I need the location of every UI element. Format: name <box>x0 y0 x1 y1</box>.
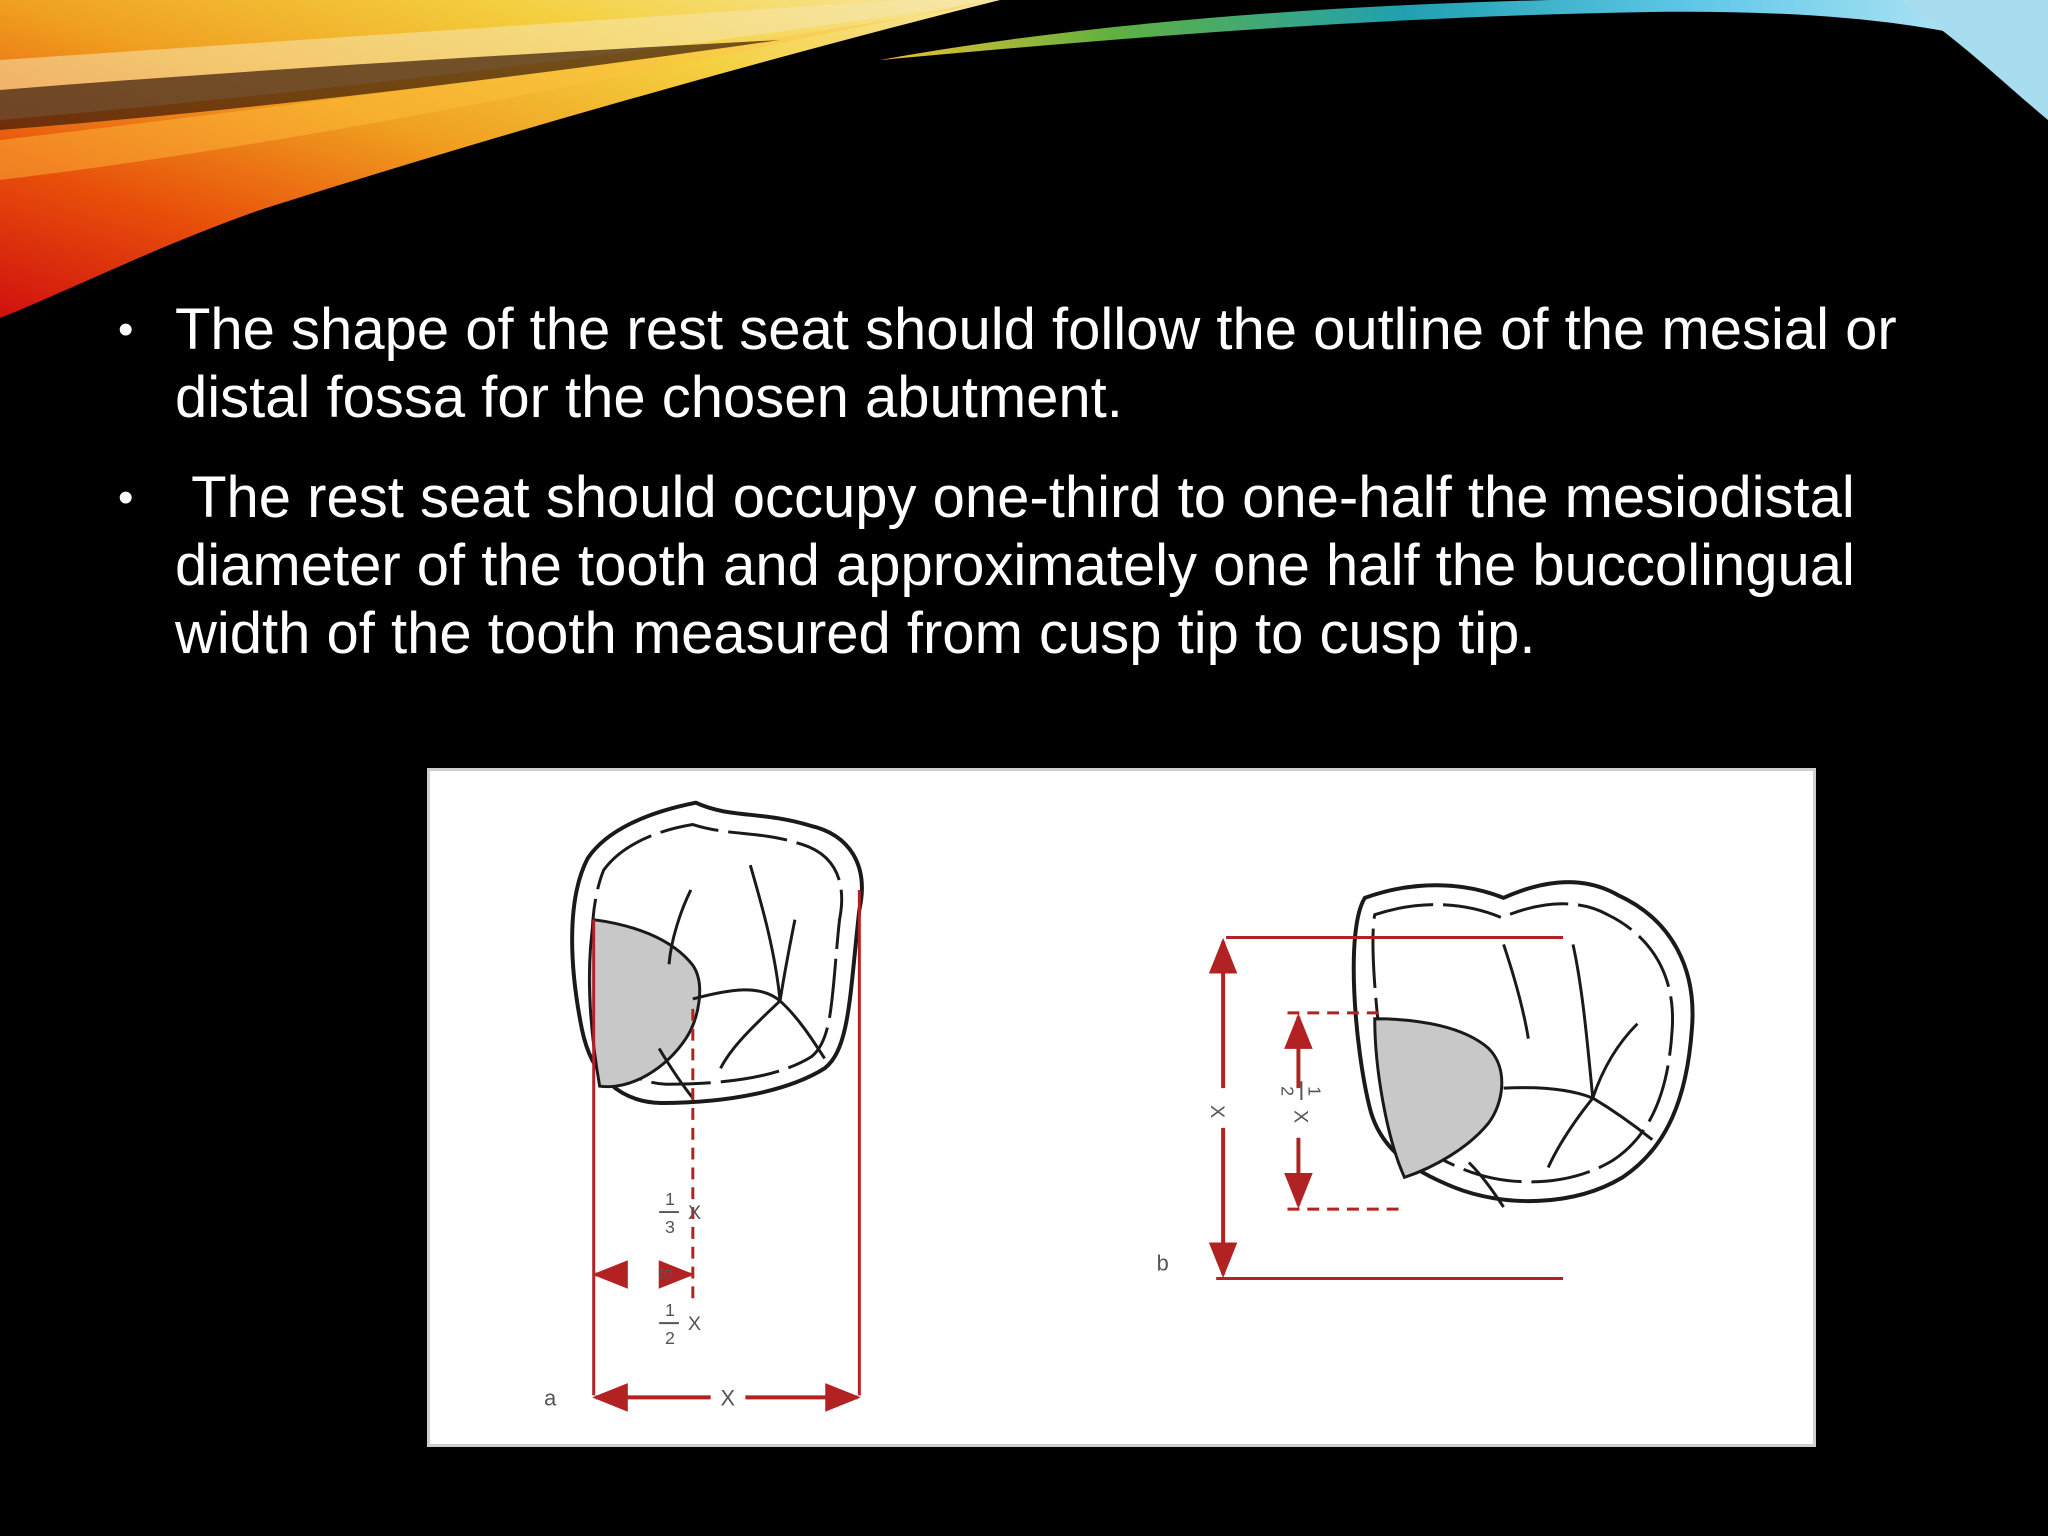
panel-a-letter: a <box>544 1385 557 1411</box>
panel-a-frac1-var: X <box>687 1202 702 1225</box>
panel-a-x-label: X <box>720 1385 736 1411</box>
panel-a-frac2-var: X <box>687 1313 702 1336</box>
rest-seat-diagram <box>430 771 1813 1444</box>
panel-a-frac1-num: 1 <box>665 1189 675 1210</box>
panel-b-fraction <box>1278 1081 1325 1123</box>
rest-seat-a <box>589 920 699 1087</box>
panel-b-x-label: X <box>1206 1105 1229 1119</box>
rest-seat-diagram-figure <box>427 768 1816 1447</box>
panel-a-frac1-den: 3 <box>665 1216 675 1237</box>
bullet-item-1 <box>118 296 1918 432</box>
panel-a <box>544 803 862 1411</box>
bullet-text: The rest seat should occupy one-third to one-half the mesiodistal diameter of the tooth and approximately one half the buccolingual width of the tooth measured from cusp tip to cusp tip. <box>175 465 1872 666</box>
panel-a-frac2-num: 1 <box>665 1300 675 1321</box>
bullet-item-2 <box>118 464 1918 668</box>
panel-b-frac-var: X <box>1289 1109 1312 1124</box>
bullet-dot: • <box>118 305 134 354</box>
panel-a-frac2-den: 2 <box>665 1327 675 1348</box>
decorative-swoosh-banner <box>0 0 2048 330</box>
bullet-dot: • <box>118 473 134 522</box>
panel-b-frac-num: 1 <box>1304 1086 1325 1097</box>
panel-b-letter: b <box>1156 1250 1169 1276</box>
panel-b <box>1157 882 1693 1278</box>
bullet-text: The shape of the rest seat should follow the outline of the mesial or distal fossa for the chosen abutment. <box>175 297 1913 430</box>
panel-a-to-label: to <box>659 1263 674 1283</box>
panel-b-frac-den: 2 <box>1277 1086 1298 1097</box>
bullet-list <box>118 296 1918 700</box>
